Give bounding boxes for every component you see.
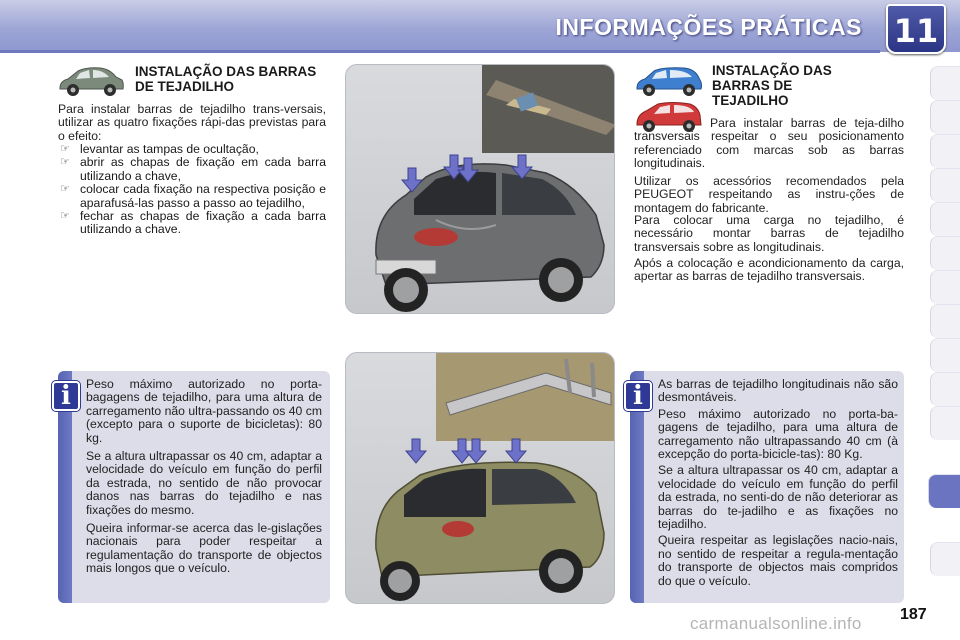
info-text-left bbox=[86, 378, 322, 581]
thumb-tab[interactable] bbox=[930, 406, 960, 440]
thumb-tab[interactable] bbox=[930, 66, 960, 100]
info-box-left bbox=[58, 371, 330, 603]
intro-paragraph: Para instalar barras de tejadilho trans-versais, utilizar as quatro fixações rápi-das previstas para o efeito: bbox=[58, 102, 326, 143]
thumb-tab[interactable] bbox=[930, 338, 960, 372]
installation-steps bbox=[58, 143, 326, 237]
watermark: carmanualsonline.info bbox=[690, 614, 862, 633]
hatchback-car-icon bbox=[56, 64, 126, 98]
list-item: ☞ fechar as chapas de fixação a cada barra utilizando a chave. bbox=[60, 209, 326, 237]
section-heading-right: INSTALAÇÃO DAS BARRAS DE TEJADILHO bbox=[712, 63, 832, 108]
section-heading-left: INSTALAÇÃO DAS BARRAS DE TEJADILHO bbox=[135, 64, 317, 94]
header-rule bbox=[0, 50, 880, 53]
thumb-tab[interactable] bbox=[930, 236, 960, 270]
page-title: INFORMAÇÕES PRÁTICAS bbox=[555, 14, 862, 40]
thumb-tab[interactable] bbox=[930, 270, 960, 304]
info-paragraph: Peso máximo autorizado no porta-ba-gagens de tejadilho, para uma altura de carregamento não ultrapassando 40 cm (à excepção do porta-bicicle-tas): 80 Kg. bbox=[658, 406, 898, 462]
info-paragraph: Peso máximo autorizado no porta-bagagens de tejadilho, para uma altura de carregamento não ultra-passando os 40 cm (excepto para o suporte de bicicletas): 80 kg. bbox=[86, 377, 322, 445]
pointing-finger-icon: ☞ bbox=[60, 156, 70, 169]
info-text-right bbox=[658, 378, 898, 588]
info-icon: i bbox=[52, 381, 80, 411]
pointing-finger-icon: ☞ bbox=[60, 183, 70, 196]
chapter-number: 11 bbox=[893, 12, 939, 50]
thumb-tab[interactable] bbox=[930, 304, 960, 338]
info-paragraph: Queira informar-se acerca das le-gislações nacionais para poder respeitar a regulamentação do transporte de objectos mais longos que o veículo. bbox=[86, 521, 322, 576]
thumb-tab[interactable] bbox=[930, 100, 960, 134]
chapter-thumb-rail bbox=[930, 66, 960, 586]
info-paragraph: As barras de tejadilho longitudinais não são desmontáveis. bbox=[658, 377, 898, 405]
right-paragraph-1: Para instalar barras de teja-dilho transversais respeitar o seu posicionamento referenciado com marcas sob as barras longitudinais. bbox=[634, 116, 904, 171]
thumb-tab[interactable] bbox=[930, 202, 960, 236]
pointing-finger-icon: ☞ bbox=[60, 143, 70, 155]
list-item: ☞ abrir as chapas de fixação em cada barra utilizando a chave, bbox=[60, 155, 326, 183]
right-paragraph-4: Após a colocação e acondicionamento da carga, apertar as barras de tejadilho transversais. bbox=[634, 256, 904, 284]
right-paragraph-2: Utilizar os acessórios recomendados pela PEUGEOT respeitando as instru-ções de montagem do fabricante. bbox=[634, 174, 904, 215]
thumb-tab[interactable] bbox=[930, 372, 960, 406]
info-paragraph: Se a altura ultrapassar os 40 cm, adaptar a velocidade do veículo em função do perfil da estrada, no senti-do de não deteriorar as barras do te-jadilho e as fixações no tejadilho. bbox=[658, 463, 898, 532]
list-item: ☞ levantar as tampas de ocultação, bbox=[60, 142, 259, 156]
info-paragraph: Se a altura ultrapassar os 40 cm, adaptar a velocidade do veículo em função do perfil da estrada, no sentido de não provocar danos nas barras do tejadilho e nas fixações do mesmo. bbox=[86, 449, 322, 517]
roof-bar-photo-wagon bbox=[345, 352, 615, 604]
right-paragraph-3: Para colocar uma carga no tejadilho, é necessário montar barras de tejadilho transversais sobre as longitudinais. bbox=[634, 213, 904, 254]
info-box-right bbox=[630, 371, 904, 603]
thumb-tab[interactable] bbox=[930, 134, 960, 168]
thumb-tab[interactable] bbox=[930, 542, 960, 576]
list-item: ☞ colocar cada fixação na respectiva posição e aparafusá-las passo a passo ao tejadilho, bbox=[60, 182, 326, 210]
roof-bar-photo-hatchback bbox=[345, 64, 615, 314]
thumb-tab-active[interactable] bbox=[928, 474, 960, 508]
thumb-tab[interactable] bbox=[930, 168, 960, 202]
info-paragraph: Queira respeitar as legislações nacio-nais, no sentido de respeitar a regula-mentação do transporte de objectos mais compridos do que o veículo. bbox=[658, 533, 898, 588]
page-number: 187 bbox=[900, 606, 927, 623]
pointing-finger-icon: ☞ bbox=[60, 210, 70, 223]
chapter-tab[interactable] bbox=[886, 4, 946, 54]
station-wagon-car-icon bbox=[634, 64, 704, 98]
info-icon: i bbox=[624, 381, 652, 411]
